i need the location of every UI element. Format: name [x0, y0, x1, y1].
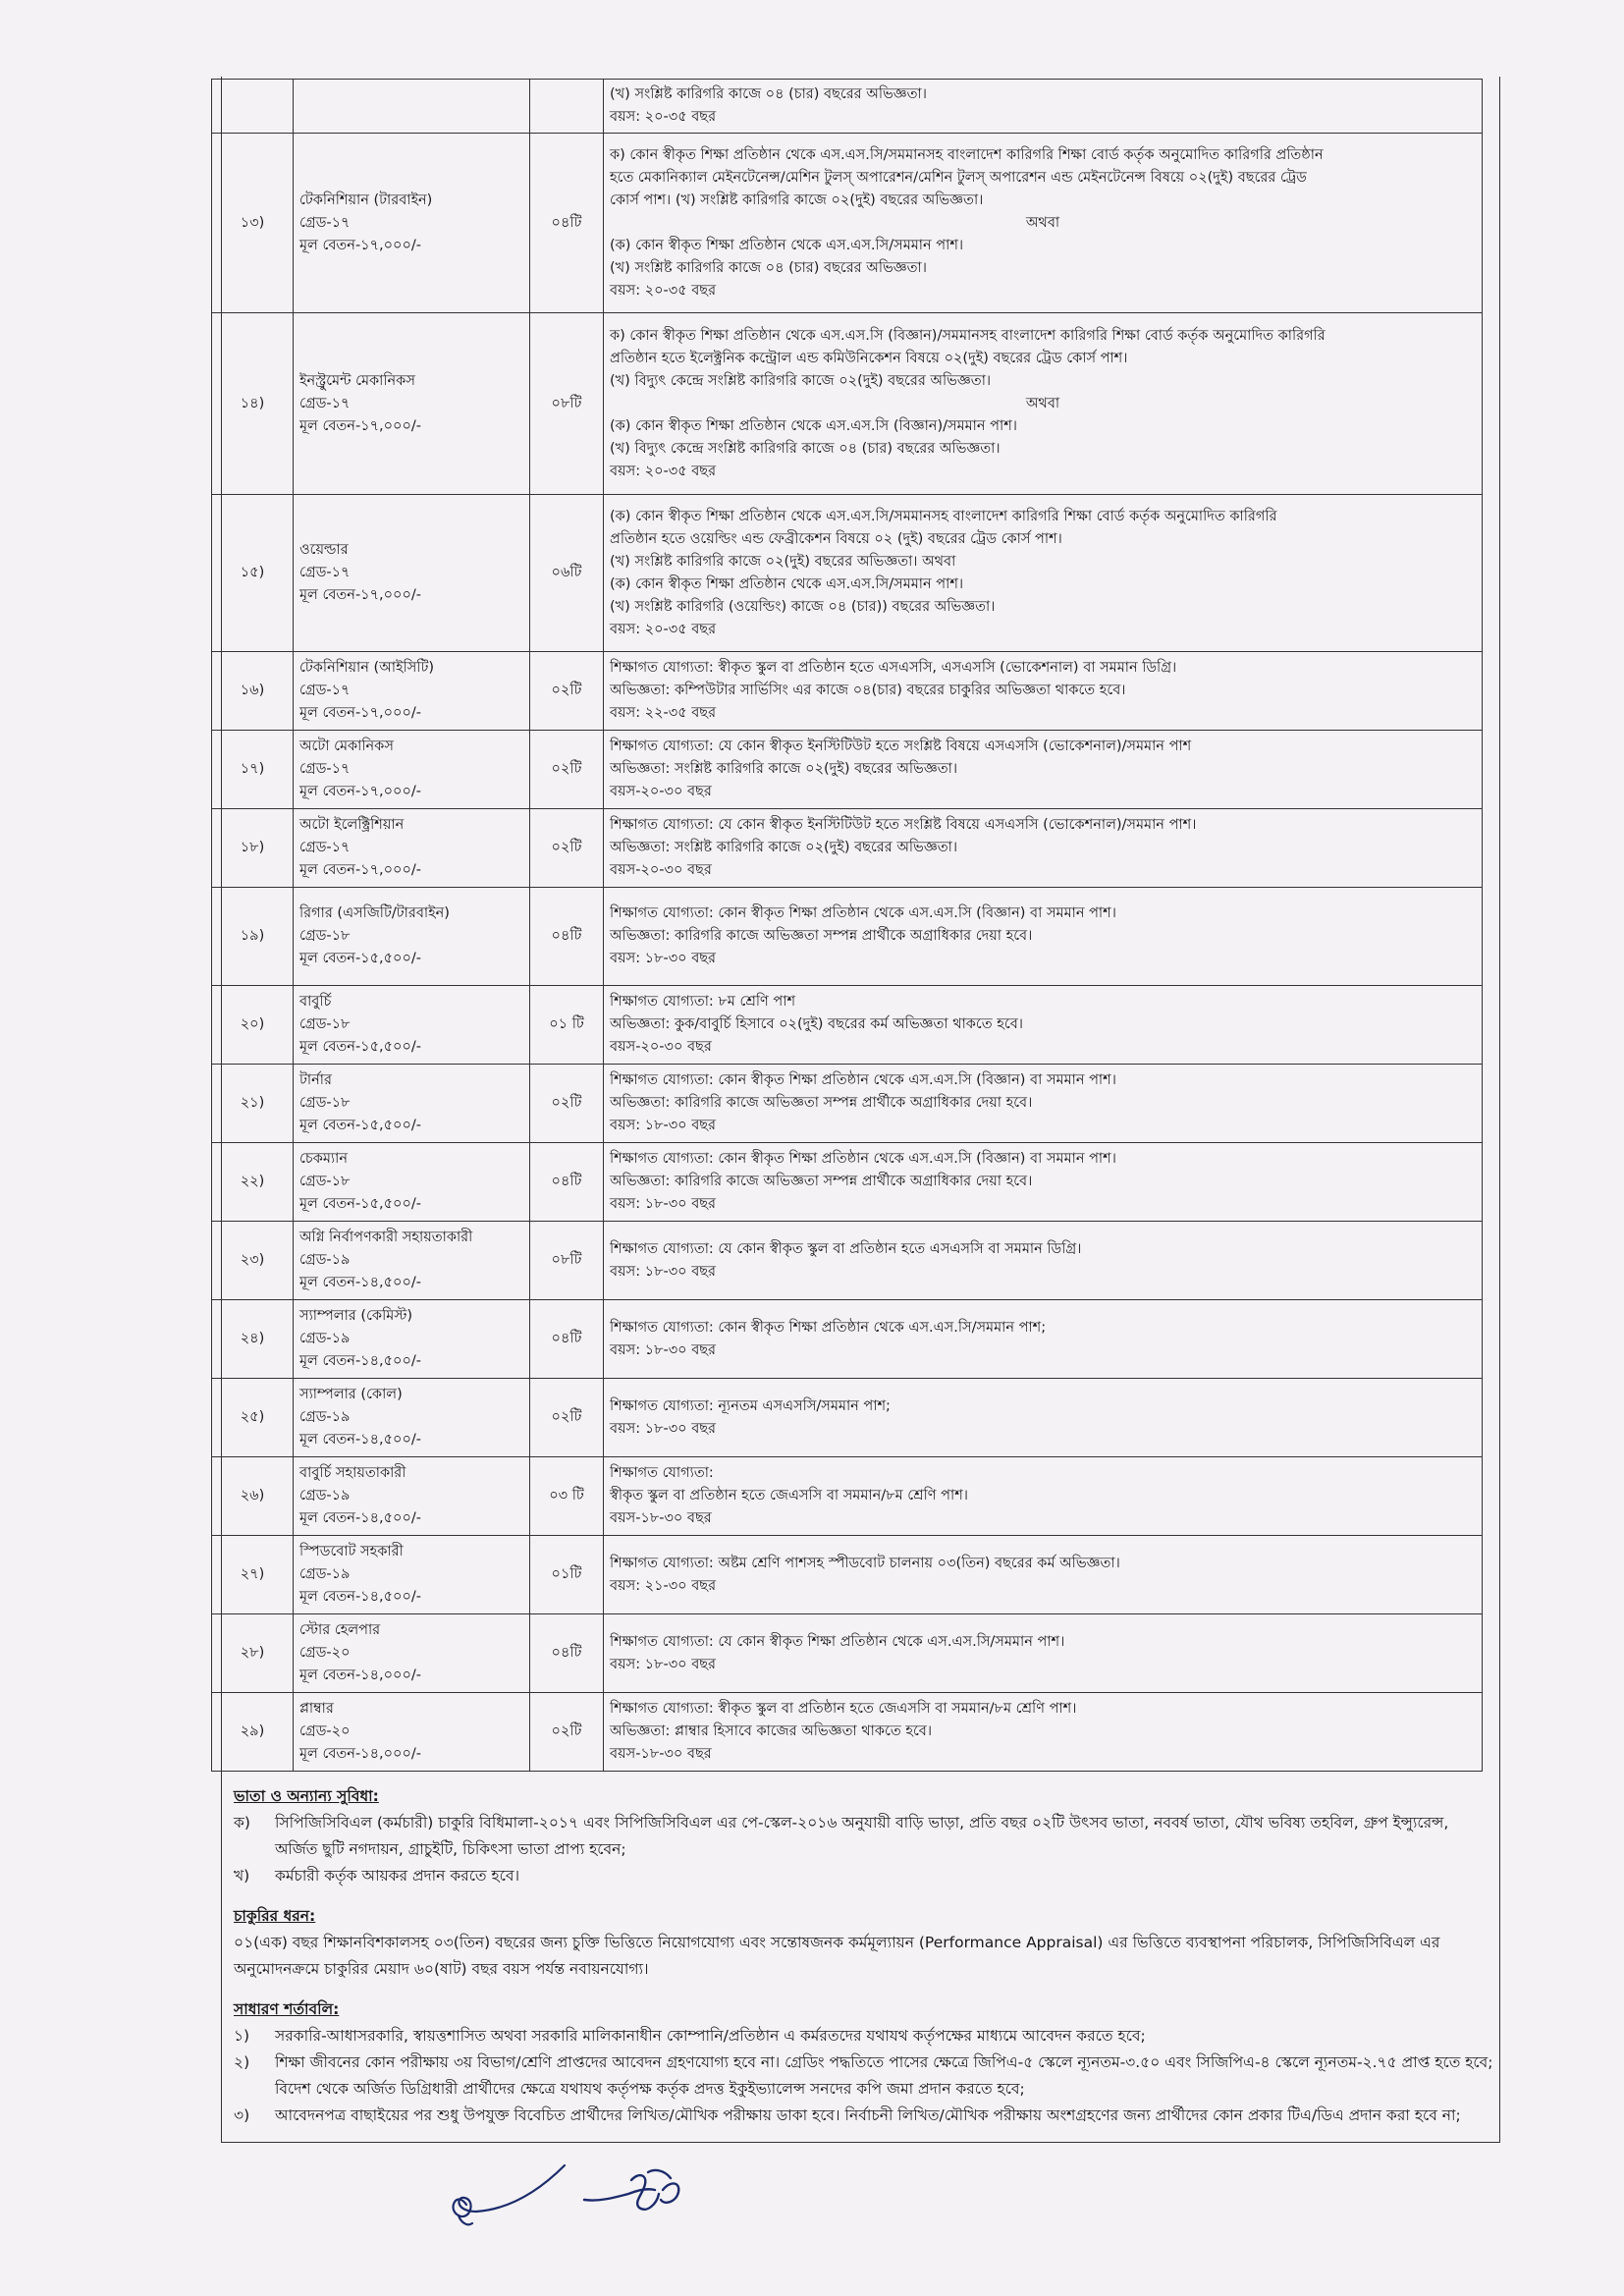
requirement-line: শিক্ষাগত যোগ্যতা: কোন স্বীকৃত শিক্ষা প্রতিষ্ঠান থেকে এস.এস.সি (বিজ্ঞান) বা সমমান পাশ। [610, 905, 1116, 921]
post-cell [294, 495, 530, 652]
requirement-line: ক) কোন স্বীকৃত শিক্ষা প্রতিষ্ঠান থেকে এস.এস.সি/সমমানসহ বাংলাদেশ কারিগরি শিক্ষা বোর্ড কর্তৃক অনুমোদিত কারিগরি প্রতিষ্ঠান [610, 146, 1324, 163]
post-grade: গ্রেড-১৮ [299, 1174, 351, 1189]
requirement-line: অথবা [1025, 395, 1060, 411]
requirement-line: (খ) বিদ্যুৎ কেন্দ্রে সংশ্লিষ্ট কারিগরি কাজে ০৪ (চার) বছরের অভিজ্ঞতা। [610, 440, 1001, 457]
requirements-cell [604, 1143, 1483, 1222]
requirement-line: বয়স: ১৮-৩০ বছর [610, 1341, 717, 1358]
table-row [212, 80, 1483, 134]
serial-cell: ২৬) [212, 1457, 294, 1536]
post-salary: মূল বেতন-১৫,৫০০/- [299, 1196, 421, 1212]
quantity-cell: ০৮টি [530, 313, 604, 495]
requirements-cell [604, 1693, 1483, 1772]
table-row [212, 652, 1483, 731]
post-cell [294, 80, 530, 134]
post-cell [294, 731, 530, 809]
post-title: টেকনিশিয়ান (আইসিটি) [299, 660, 435, 676]
requirement-line: অথবা [1025, 214, 1060, 231]
quantity-cell: ০৪টি [530, 888, 604, 986]
serial-cell: ২৩) [212, 1222, 294, 1300]
post-cell [294, 134, 530, 313]
requirement-line: বয়স: ২০-৩৫ বছর [610, 621, 717, 637]
serial-cell: ২৮) [212, 1614, 294, 1693]
requirement-line: (ক) কোন স্বীকৃত শিক্ষা প্রতিষ্ঠান থেকে এস.এস.সি/সমমান পাশ। [610, 237, 964, 253]
requirement-line: শিক্ষাগত যোগ্যতা: যে কোন স্বীকৃত ইনস্টিটিউট হতে সংশ্লিষ্ট বিষয়ে এসএসসি (ভোকেশনাল)/সমমান পাশ [610, 738, 1192, 754]
post-grade: গ্রেড-২০ [299, 1723, 351, 1739]
post-salary: মূল বেতন-১৪,৫০০/- [299, 1275, 421, 1290]
post-grade: গ্রেড-১৭ [299, 761, 351, 777]
general-terms-section [234, 1996, 1495, 2129]
requirements-cell [604, 313, 1483, 495]
post-title: ইনস্ট্রুমেন্ট মেকানিকস [299, 372, 415, 389]
post-grade: গ্রেড-১৯ [299, 1409, 351, 1425]
post-title: প্লাম্বার [299, 1701, 334, 1717]
table-row [212, 1693, 1483, 1772]
requirement-line: বয়স: ২০-৩৫ বছর [610, 463, 717, 479]
serial-cell: ২২) [212, 1143, 294, 1222]
quantity-cell: ০৪টি [530, 1143, 604, 1222]
quantity-cell: ০৪টি [530, 1614, 604, 1693]
allowances-section [234, 1783, 1495, 1889]
post-salary: মূল বেতন-১৭,০০০/- [299, 417, 422, 434]
post-cell [294, 1222, 530, 1300]
allowance-text: কর্মচারী কর্তৃক আয়কর প্রদান করতে হবে। [275, 1867, 520, 1885]
table-row [212, 1143, 1483, 1222]
term-label: ১) [234, 2027, 250, 2045]
post-salary: মূল বেতন-১৭,০০০/- [299, 587, 422, 603]
requirement-line: হতে মেকানিক্যাল মেইনটেনেন্স/মেশিন টুলস্ অপারেশন/মেশিন টুলস্ অপারেশন এন্ড মেইনটেনেন্স বিষয়ে ০২(দুই) বছরের ট্রেড [610, 169, 1307, 186]
post-salary: মূল বেতন-১৪,৫০০/- [299, 1432, 421, 1448]
requirement-line: অভিজ্ঞতা: সংশ্লিষ্ট কারিগরি কাজে ০২(দুই) বছরের অভিজ্ঞতা। [610, 840, 958, 855]
requirement-line: শিক্ষাগত যোগ্যতা: ন্যূনতম এসএসসি/সমমান পাশ; [610, 1397, 891, 1414]
requirements-cell [604, 1379, 1483, 1457]
term-text: সরকারি-আধাসরকারি, স্বায়ত্তশাসিত অথবা সরকারি মালিকানাধীন কোম্পানি/প্রতিষ্ঠান এ কর্মরতদের যথাযথ কর্তৃপক্ষের মাধ্যমে আবেদন করতে হবে; [275, 2027, 1146, 2045]
table-row [212, 888, 1483, 986]
requirement-line: শিক্ষাগত যোগ্যতা: কোন স্বীকৃত শিক্ষা প্রতিষ্ঠান থেকে এস.এস.সি (বিজ্ঞান) বা সমমান পাশ। [610, 1072, 1116, 1088]
requirement-line: (খ) সংশ্লিষ্ট কারিগরি কাজে ০২(দুই) বছরের অভিজ্ঞতা। অথবা [610, 553, 956, 570]
post-salary: মূল বেতন-১৫,৫০০/- [299, 1118, 421, 1133]
job-type-section [234, 1903, 1495, 1983]
requirement-line: (খ) সংশ্লিষ্ট কারিগরি কাজে ০৪ (চার) বছরের অভিজ্ঞতা। [610, 86, 927, 102]
table-row [212, 1379, 1483, 1457]
post-title: স্যাম্পলার (কোল) [299, 1387, 403, 1402]
requirement-line: (ক) কোন স্বীকৃত শিক্ষা প্রতিষ্ঠান থেকে এস.এস.সি (বিজ্ঞান)/সমমান পাশ। [610, 417, 1017, 434]
post-salary: মূল বেতন-১৭,০০০/- [299, 862, 422, 878]
post-grade: গ্রেড-১৯ [299, 1488, 351, 1503]
quantity-cell: ০৮টি [530, 1222, 604, 1300]
table-row [212, 134, 1483, 313]
post-grade: গ্রেড-১৮ [299, 928, 351, 944]
post-grade: গ্রেড-১৯ [299, 1566, 351, 1582]
post-grade: গ্রেড-১৭ [299, 840, 351, 855]
requirement-line: প্রতিষ্ঠান হতে ইলেক্ট্রনিক কন্ট্রোল এন্ড কমিউনিকেশন বিষয়ে ০২(দুই) বছরের ট্রেড কোর্স পাশ। [610, 350, 1128, 366]
allowances-heading: ভাতা ও অন্যান্য সুবিধা: [234, 1787, 379, 1805]
post-salary: মূল বেতন-১৪,৫০০/- [299, 1510, 421, 1526]
table-row [212, 313, 1483, 495]
post-salary: মূল বেতন-১৪,৫০০/- [299, 1353, 421, 1369]
post-title: রিগার (এসজিটি/টারবাইন) [299, 905, 450, 921]
requirement-line: শিক্ষাগত যোগ্যতা: কোন স্বীকৃত শিক্ষা প্রতিষ্ঠান থেকে এস.এস.সি/সমমান পাশ; [610, 1319, 1047, 1336]
post-title: অটো মেকানিকস [299, 738, 394, 754]
requirement-line: (ক) কোন স্বীকৃত শিক্ষা প্রতিষ্ঠান থেকে এস.এস.সি/সমমানসহ বাংলাদেশ কারিগরি শিক্ষা বোর্ড কর্তৃক অনুমোদিত কারিগরি [610, 508, 1277, 524]
requirement-line: বয়স: ১৮-৩০ বছর [610, 1118, 717, 1133]
serial-cell: ২৪) [212, 1300, 294, 1379]
requirement-line: বয়স: ২০-৩৫ বছর [610, 282, 717, 299]
requirements-cell [604, 1065, 1483, 1143]
requirement-line: বয়স-২০-৩০ বছর [610, 784, 712, 799]
signature-image [437, 2151, 702, 2234]
post-cell [294, 1300, 530, 1379]
requirement-line: বয়স-১৮-৩০ বছর [610, 1510, 712, 1526]
quantity-cell: ০১ টি [530, 986, 604, 1065]
requirements-cell [604, 1222, 1483, 1300]
allowance-item [234, 1863, 1495, 1889]
post-grade: গ্রেড-১৭ [299, 214, 351, 231]
quantity-cell: ০২টি [530, 1065, 604, 1143]
requirement-line: শিক্ষাগত যোগ্যতা: কোন স্বীকৃত শিক্ষা প্রতিষ্ঠান থেকে এস.এস.সি (বিজ্ঞান) বা সমমান পাশ। [610, 1151, 1116, 1167]
post-salary: মূল বেতন-১৭,০০০/- [299, 784, 422, 799]
post-title: টার্নার [299, 1072, 332, 1088]
requirements-cell [604, 80, 1483, 134]
allowance-text: সিপিজিসিবিএল (কর্মচারী) চাকুরি বিধিমালা-২০১৭ এবং সিপিজিসিবিএল এর পে-স্কেল-২০১৬ অনুযায়ী বাড়ি ভাড়া, প্রতি বছর ০২টি উৎসব ভাতা, নববর্ষ ভাতা, যৌথ ভবিষ্য তহবিল, গ্রুপ ইন্স্যুরেন্স, অর্জিত ছুটি নগদায়ন, গ্রাচুইটি, চিকিৎসা ভাতা প্রাপ্য হবেন; [275, 1814, 1449, 1858]
post-salary: মূল বেতন-১৫,৫০০/- [299, 1039, 421, 1055]
requirements-cell [604, 1614, 1483, 1693]
requirement-line: (খ) সংশ্লিষ্ট কারিগরি কাজে ০৪ (চার) বছরের অভিজ্ঞতা। [610, 259, 927, 276]
table-row [212, 1300, 1483, 1379]
requirement-line: অভিজ্ঞতা: কারিগরি কাজে অভিজ্ঞতা সম্পন্ন প্রার্থীকে অগ্রাধিকার দেয়া হবে। [610, 1174, 1033, 1189]
requirements-cell [604, 1457, 1483, 1536]
table-row [212, 495, 1483, 652]
requirement-line: শিক্ষাগত যোগ্যতা: যে কোন স্বীকৃত শিক্ষা প্রতিষ্ঠান থেকে এস.এস.সি/সমমান পাশ। [610, 1633, 1065, 1650]
requirements-cell [604, 888, 1483, 986]
table-row [212, 1614, 1483, 1693]
requirements-cell [604, 1536, 1483, 1614]
post-title: বাবুর্চি [299, 994, 332, 1010]
requirements-cell [604, 1300, 1483, 1379]
general-terms-heading: সাধারণ শর্তাবলি: [234, 2000, 340, 2018]
post-cell [294, 313, 530, 495]
quantity-cell: ০২টি [530, 731, 604, 809]
serial-cell: ২৭) [212, 1536, 294, 1614]
requirements-cell [604, 809, 1483, 888]
post-title: ওয়েল্ডার [299, 542, 349, 558]
requirement-line: অভিজ্ঞতা: প্লাম্বার হিসাবে কাজের অভিজ্ঞতা থাকতে হবে। [610, 1723, 933, 1739]
table-row [212, 1065, 1483, 1143]
serial-cell [212, 80, 294, 134]
requirements-cell [604, 134, 1483, 313]
post-grade: গ্রেড-১৭ [299, 565, 351, 580]
quantity-cell: ০৪টি [530, 1300, 604, 1379]
serial-cell: ১৩) [212, 134, 294, 313]
requirement-line: বয়স-১৮-৩০ বছর [610, 1746, 712, 1762]
post-cell [294, 1614, 530, 1693]
requirement-line: অভিজ্ঞতা: কারিগরি কাজে অভিজ্ঞতা সম্পন্ন প্রার্থীকে অগ্রাধিকার দেয়া হবে। [610, 1095, 1033, 1111]
table-row [212, 1536, 1483, 1614]
job-type-text: ০১(এক) বছর শিক্ষানবিশকালসহ ০৩(তিন) বছরের জন্য চুক্তি ভিত্তিতে নিয়োগযোগ্য এবং সন্তোষজনক কর্মমূল্যায়ন (Performance Appraisal) এর ভিত্তিতে ব্যবস্থাপনা পরিচালক, সিপিজিসিবিএল এর অনুমোদনক্রমে চাকুরির মেয়াদ ৬০(ষাট) বছর বয়স পর্যন্ত নবায়নযোগ্য। [234, 1934, 1440, 1978]
post-salary: মূল বেতন-১৪,০০০/- [299, 1746, 422, 1762]
requirement-line: শিক্ষাগত যোগ্যতা: স্বীকৃত স্কুল বা প্রতিষ্ঠান হতে এসএসসি, এসএসসি (ভোকেশনাল) বা সমমান ডিগ্রি। [610, 660, 1177, 676]
requirement-line: বয়স: ১৮-৩০ বছর [610, 951, 717, 966]
post-grade: গ্রেড-১৭ [299, 395, 351, 411]
post-grade: গ্রেড-২০ [299, 1645, 351, 1661]
post-title: অটো ইলেক্ট্রিশিয়ান [299, 817, 405, 833]
post-title: স্পিডবোট সহকারী [299, 1544, 404, 1559]
quantity-cell: ০৪টি [530, 134, 604, 313]
post-salary: মূল বেতন-১৪,০০০/- [299, 1667, 422, 1683]
serial-cell: ২৯) [212, 1693, 294, 1772]
requirement-line: (ক) কোন স্বীকৃত শিক্ষা প্রতিষ্ঠান থেকে এস.এস.সি/সমমান পাশ। [610, 575, 964, 592]
requirement-line: বয়স: ২১-৩০ বছর [610, 1577, 717, 1594]
requirement-line: অভিজ্ঞতা: সংশ্লিষ্ট কারিগরি কাজে ০২(দুই) বছরের অভিজ্ঞতা। [610, 761, 958, 777]
post-title: বাবুর্চি সহায়তাকারী [299, 1465, 406, 1481]
post-title: স্টোর হেলপার [299, 1622, 381, 1638]
post-salary: মূল বেতন-১৫,৫০০/- [299, 951, 421, 966]
job-type-heading: চাকুরির ধরন: [234, 1907, 316, 1925]
table-row [212, 809, 1483, 888]
post-cell [294, 1065, 530, 1143]
allowance-label: ক) [234, 1814, 250, 1831]
term-label: ৩) [234, 2106, 250, 2124]
requirement-line: ক) কোন স্বীকৃত শিক্ষা প্রতিষ্ঠান থেকে এস.এস.সি (বিজ্ঞান)/সমমানসহ বাংলাদেশ কারিগরি শিক্ষা বোর্ড কর্তৃক অনুমোদিত কারিগরি [610, 327, 1326, 344]
post-salary: মূল বেতন-১৪,৫০০/- [299, 1589, 421, 1605]
term-item [234, 2050, 1495, 2103]
requirements-cell [604, 652, 1483, 731]
post-cell [294, 986, 530, 1065]
signature-name [584, 2170, 678, 2210]
allowance-item [234, 1810, 1495, 1863]
quantity-cell [530, 80, 604, 134]
term-text: শিক্ষা জীবনের কোন পরীক্ষায় ৩য় বিভাগ/শ্রেণি প্রাপ্তদের আবেদন গ্রহণযোগ্য হবে না। গ্রেডিং পদ্ধতিতে পাসের ক্ষেত্রে জিপিএ-৫ স্কেলে ন্যূনতম-৩.৫০ এবং সিজিপিএ-৪ স্কেলে ন্যূনতম-২.৭৫ প্রাপ্ত হতে হবে; বিদেশ থেকে অর্জিত ডিগ্রিধারী প্রার্থীদের ক্ষেত্রে যথাযথ কর্তৃপক্ষ কর্তৃক প্রদত্ত ইকুইভ্যালেন্স সনদের কপি জমা প্রদান করতে হবে; [275, 2053, 1493, 2098]
requirement-line: বয়স-২০-৩০ বছর [610, 1039, 712, 1055]
requirement-line: বয়স: ২০-৩৫ বছর [610, 109, 717, 125]
post-cell [294, 1379, 530, 1457]
serial-cell: ১৫) [212, 495, 294, 652]
requirement-line: বয়স: ১৮-৩০ বছর [610, 1656, 717, 1672]
table-row [212, 986, 1483, 1065]
term-label: ২) [234, 2053, 250, 2071]
post-grade: গ্রেড-১৯ [299, 1331, 351, 1346]
requirement-line: বয়স: ২২-৩৫ বছর [610, 705, 717, 721]
requirement-line: শিক্ষাগত যোগ্যতা: ৮ম শ্রেণি পাশ [610, 994, 796, 1010]
requirement-line: স্বীকৃত স্কুল বা প্রতিষ্ঠান হতে জেএসসি বা সমমান/৮ম শ্রেণি পাশ। [610, 1488, 968, 1503]
post-cell [294, 1143, 530, 1222]
post-cell [294, 1457, 530, 1536]
requirement-line: অভিজ্ঞতা: কম্পিউটার সার্ভিসিং এর কাজে ০৪(চার) বছরের চাকুরির অভিজ্ঞতা থাকতে হবে। [610, 683, 1126, 698]
posts-table [211, 79, 1483, 1772]
post-cell [294, 652, 530, 731]
post-grade: গ্রেড-১৯ [299, 1252, 351, 1268]
serial-cell: ১৪) [212, 313, 294, 495]
quantity-cell: ০৩ টি [530, 1457, 604, 1536]
requirement-line: বয়স-২০-৩০ বছর [610, 862, 712, 878]
table-row [212, 731, 1483, 809]
requirements-cell [604, 986, 1483, 1065]
quantity-cell: ০৬টি [530, 495, 604, 652]
requirement-line: শিক্ষাগত যোগ্যতা: যে কোন স্বীকৃত ইনস্টিটিউট হতে সংশ্লিষ্ট বিষয়ে এসএসসি (ভোকেশনাল)/সমমান পাশ। [610, 817, 1197, 833]
requirement-line: (খ) বিদ্যুৎ কেন্দ্রে সংশ্লিষ্ট কারিগরি কাজে ০২(দুই) বছরের অভিজ্ঞতা। [610, 372, 992, 389]
post-cell [294, 1693, 530, 1772]
requirement-line: অভিজ্ঞতা: কারিগরি কাজে অভিজ্ঞতা সম্পন্ন প্রার্থীকে অগ্রাধিকার দেয়া হবে। [610, 928, 1033, 944]
post-salary: মূল বেতন-১৭,০০০/- [299, 705, 422, 721]
serial-cell: ১৭) [212, 731, 294, 809]
post-title: অগ্নি নির্বাপণকারী সহায়তাকারী [299, 1230, 473, 1245]
requirement-line: বয়স: ১৮-৩০ বছর [610, 1196, 717, 1212]
signature-initials [454, 2165, 565, 2224]
requirement-line: অভিজ্ঞতা: কুক/বাবুর্চি হিসাবে ০২(দুই) বছরের কর্ম অভিজ্ঞতা থাকতে হবে। [610, 1016, 1023, 1032]
serial-cell: ১৬) [212, 652, 294, 731]
requirement-line: শিক্ষাগত যোগ্যতা: যে কোন স্বীকৃত স্কুল বা প্রতিষ্ঠান হতে এসএসসি বা সমমান ডিগ্রি। [610, 1240, 1082, 1257]
requirement-line: কোর্স পাশ। (খ) সংশ্লিষ্ট কারিগরি কাজে ০২(দুই) বছরের অভিজ্ঞতা। [610, 191, 984, 208]
quantity-cell: ০১টি [530, 1536, 604, 1614]
post-salary: মূল বেতন-১৭,০০০/- [299, 237, 422, 253]
term-text: আবেদনপত্র বাছাইয়ের পর শুধু উপযুক্ত বিবেচিত প্রার্থীদের লিখিত/মৌখিক পরীক্ষায় ডাকা হবে। নির্বাচনী লিখিত/মৌখিক পরীক্ষায় অংশগ্রহণের জন্য প্রার্থীদের কোন প্রকার টিএ/ডিএ প্রদান করা হবে না; [275, 2106, 1461, 2124]
serial-cell: ১৮) [212, 809, 294, 888]
term-item [234, 2103, 1495, 2129]
table-row [212, 1222, 1483, 1300]
requirement-line: (খ) সংশ্লিষ্ট কারিগরি (ওয়েল্ডিং) কাজে ০৪ (চার)) বছরের অভিজ্ঞতা। [610, 598, 996, 615]
post-cell [294, 888, 530, 986]
requirements-cell [604, 495, 1483, 652]
requirement-line: প্রতিষ্ঠান হতে ওয়েল্ডিং এন্ড ফেব্রীকেশন বিষয়ে ০২ (দুই) বছরের ট্রেড কোর্স পাশ। [610, 530, 1062, 547]
post-title: টেকনিশিয়ান (টারবাইন) [299, 191, 433, 208]
post-grade: গ্রেড-১৮ [299, 1095, 351, 1111]
serial-cell: ১৯) [212, 888, 294, 986]
requirement-line: বয়স: ১৮-৩০ বছর [610, 1263, 717, 1280]
allowance-label: খ) [234, 1867, 250, 1885]
requirement-line: শিক্ষাগত যোগ্যতা: অষ্টম শ্রেণি পাশসহ স্পীডবোট চালনায় ০৩(তিন) বছরের কর্ম অভিজ্ঞতা। [610, 1555, 1120, 1571]
post-title: চেকম্যান [299, 1151, 348, 1167]
post-grade: গ্রেড-১৮ [299, 1016, 351, 1032]
requirements-cell [604, 731, 1483, 809]
post-cell [294, 809, 530, 888]
quantity-cell: ০২টি [530, 809, 604, 888]
requirement-line: শিক্ষাগত যোগ্যতা: [610, 1465, 714, 1481]
requirement-line: বয়স: ১৮-৩০ বছর [610, 1420, 717, 1437]
table-row [212, 1457, 1483, 1536]
post-grade: গ্রেড-১৭ [299, 683, 351, 698]
post-cell [294, 1536, 530, 1614]
term-item [234, 2023, 1495, 2050]
quantity-cell: ০২টি [530, 1379, 604, 1457]
quantity-cell: ০২টি [530, 652, 604, 731]
serial-cell: ২১) [212, 1065, 294, 1143]
serial-cell: ২০) [212, 986, 294, 1065]
quantity-cell: ০২টি [530, 1693, 604, 1772]
requirement-line: শিক্ষাগত যোগ্যতা: স্বীকৃত স্কুল বা প্রতিষ্ঠান হতে জেএসসি বা সমমান/৮ম শ্রেণি পাশ। [610, 1701, 1077, 1717]
post-title: স্যাম্পলার (কেমিস্ট) [299, 1308, 413, 1324]
serial-cell: ২৫) [212, 1379, 294, 1457]
